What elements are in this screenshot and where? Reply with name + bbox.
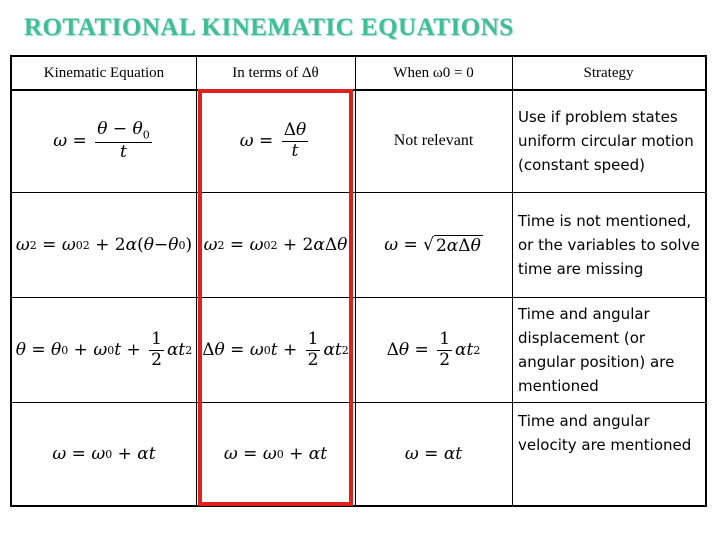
page-title: ROTATIONAL KINEMATIC EQUATIONS bbox=[24, 14, 514, 41]
not-relevant-text: Not relevant bbox=[393, 132, 474, 149]
equation-omega-squared-delta-theta: ω 2 = ω 0 2 + 2 α Δ θ bbox=[203, 235, 348, 255]
equations-table bbox=[10, 55, 707, 507]
strategy-text: Time is not mentioned, or the variables to solve time are missing bbox=[518, 212, 700, 278]
equation-omega-average: ω = $\frac{\theta - \theta_0}{t}$ bbox=[53, 118, 150, 162]
equation-omega-rest: ω = αt bbox=[404, 444, 463, 464]
strategy-text: Use if problem states uniform circular motion (constant speed) bbox=[518, 108, 694, 174]
equation-theta-position: θ = θ 0 + ω 0 t + $\frac{1}{2}$ αt 2 bbox=[15, 328, 193, 370]
header-delta-theta: In terms of Δθ bbox=[232, 64, 319, 81]
equation-omega-squared: ω 2 = ω 0 2 + 2 α ( θ − θ 0 ) bbox=[15, 235, 193, 255]
highlight-box bbox=[198, 89, 353, 506]
strategy-text: Time and angular displacement (or angular position) are mentioned bbox=[518, 305, 675, 395]
header-kinematic-equation: Kinematic Equation bbox=[43, 64, 165, 81]
equation-delta-theta-rest: Δ θ = $\frac{1}{2}$ αt 2 bbox=[386, 328, 481, 370]
equation-omega-velocity: ω = ω 0 + αt bbox=[52, 444, 156, 464]
equation-omega-velocity-delta: ω = ω 0 + αt bbox=[223, 444, 328, 464]
equation-delta-theta-position: Δ θ = ω 0 t + $\frac{1}{2}$ αt 2 bbox=[202, 328, 349, 370]
equation-omega-delta-theta: ω = $\frac{\Delta\theta}{t}$ bbox=[239, 119, 307, 161]
header-strategy: Strategy bbox=[583, 64, 634, 81]
header-when-omega0-zero: When ω0 = 0 bbox=[393, 64, 474, 81]
strategy-text: Time and angular velocity are mentioned bbox=[518, 412, 692, 454]
equation-omega-sqrt: ω = √ 2αΔθ bbox=[384, 235, 481, 256]
